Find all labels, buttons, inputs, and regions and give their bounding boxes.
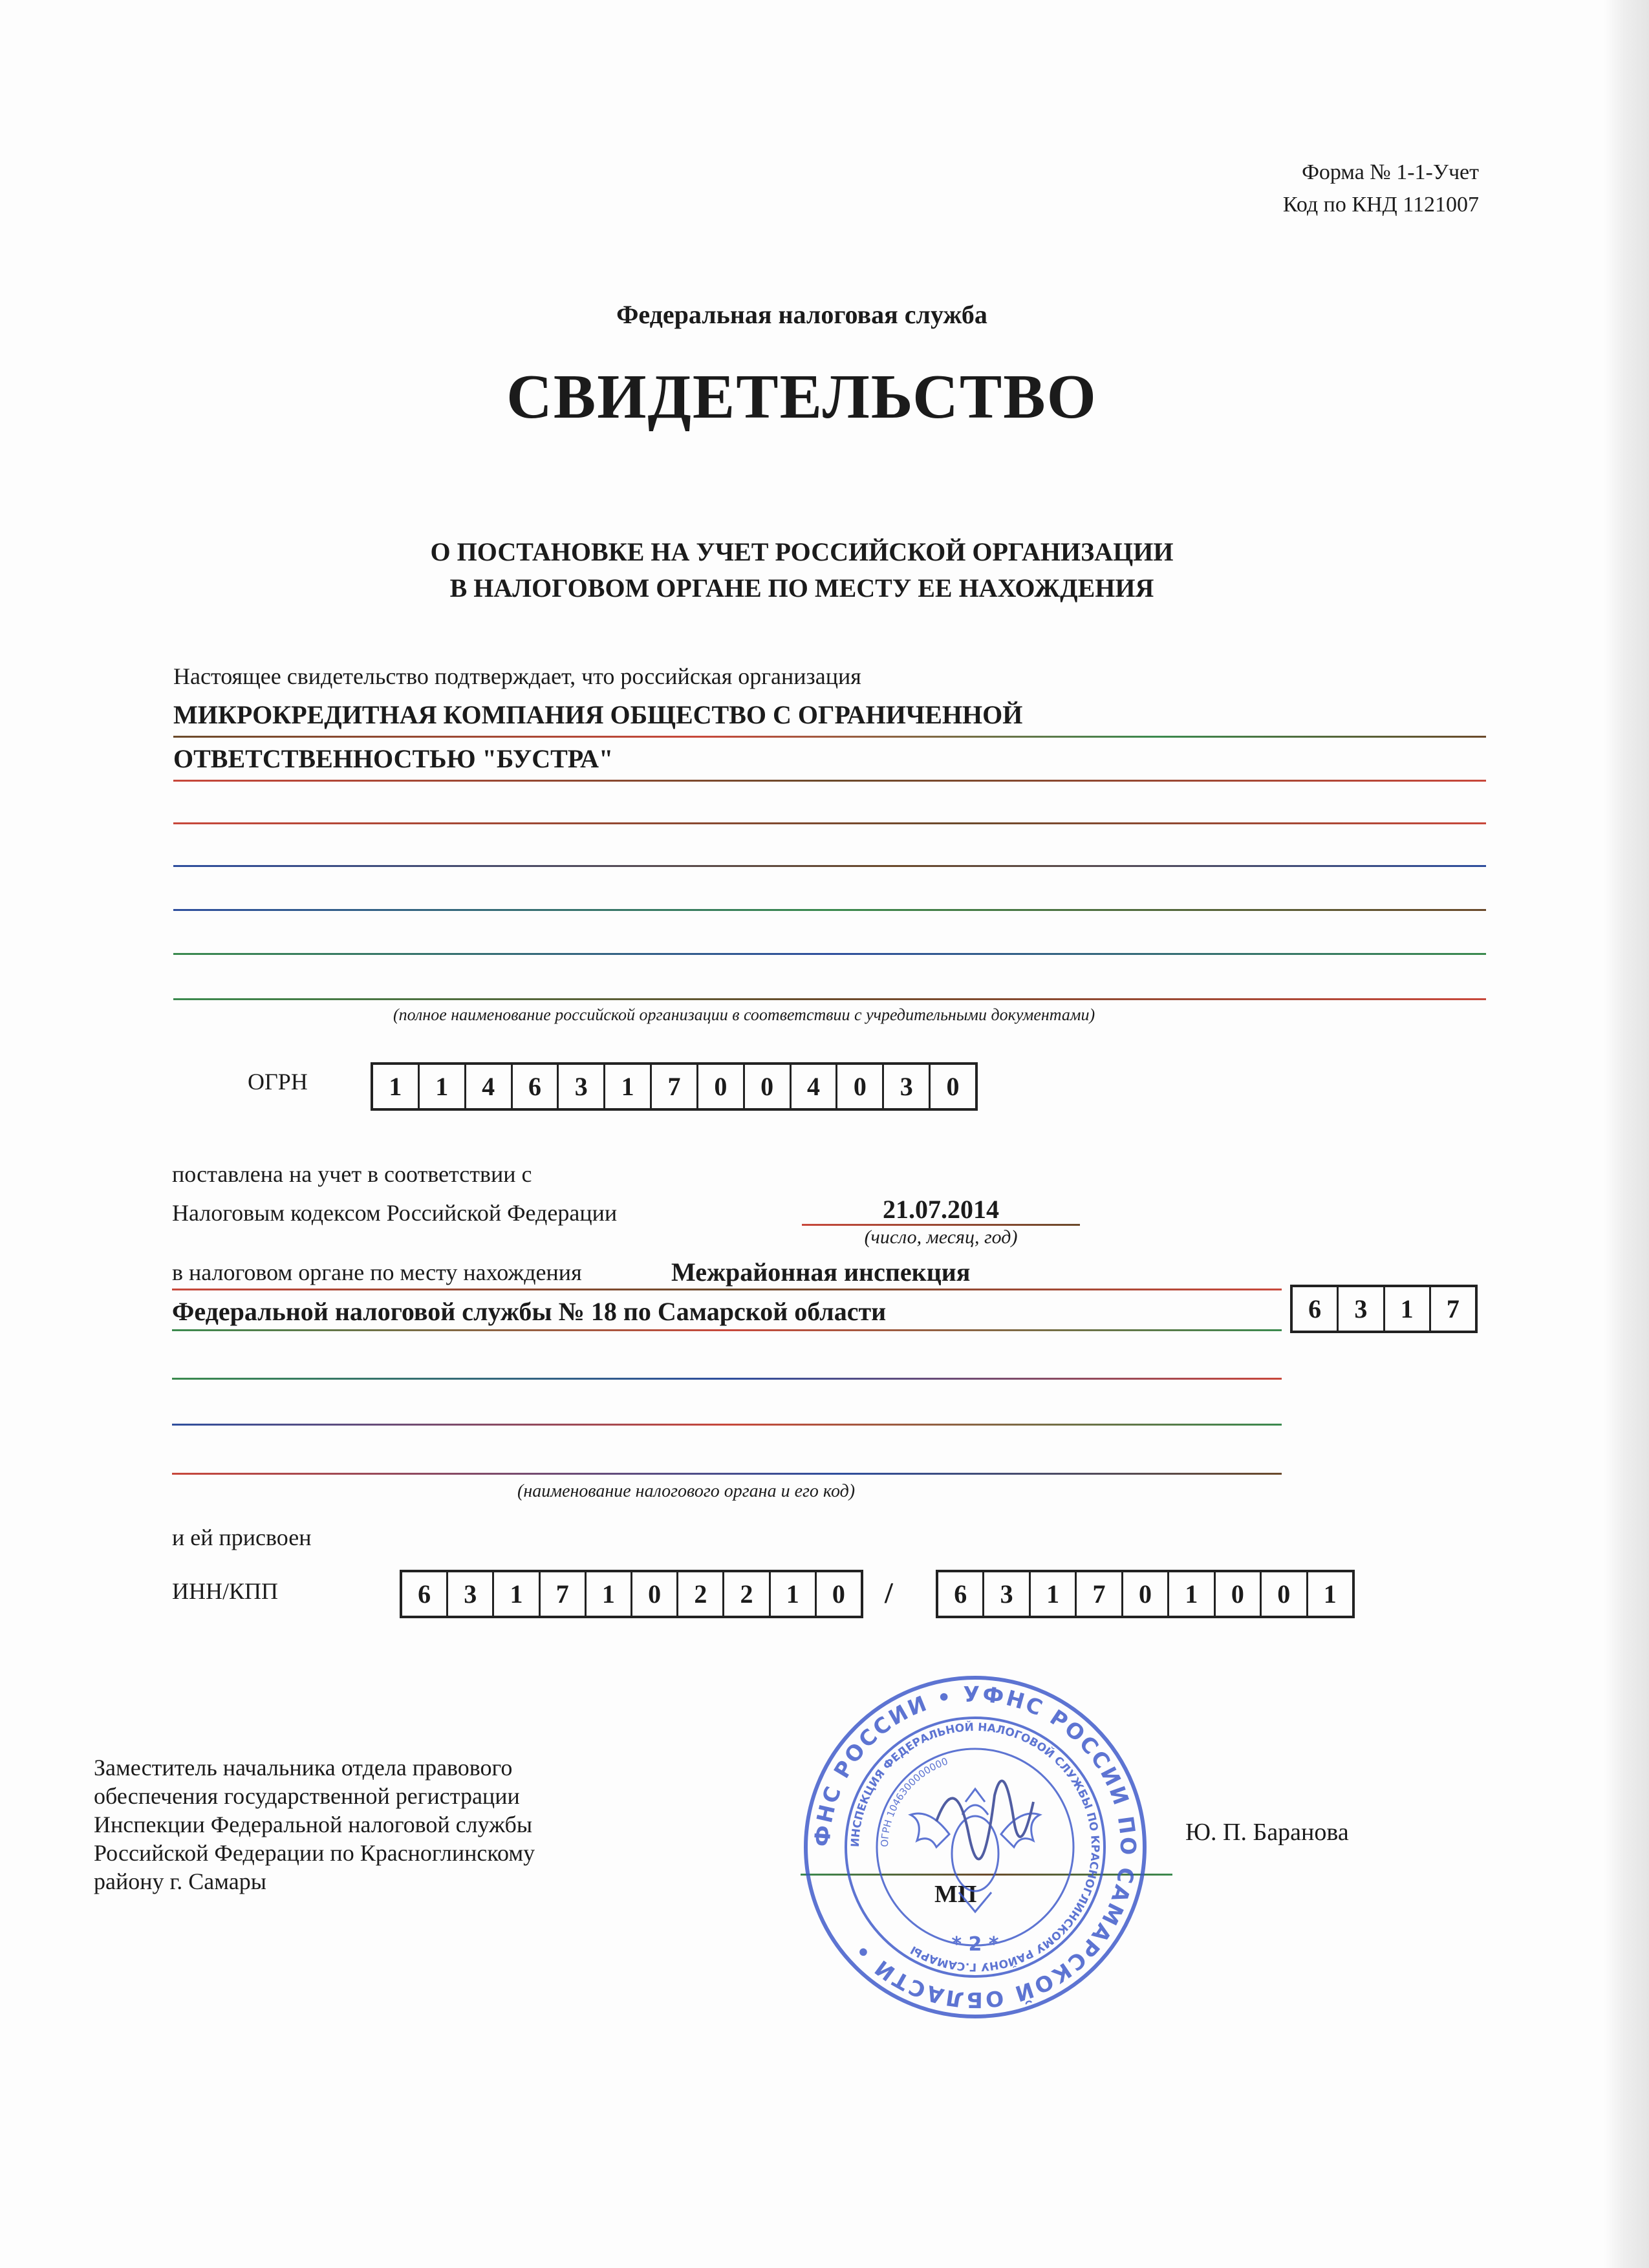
organization-caption: (полное наименование российской организации в соответствии с учредительными документами) xyxy=(393,1005,1095,1024)
scan-edge-shadow xyxy=(1604,0,1649,2268)
ogrn-digit-5: 3 xyxy=(559,1065,605,1108)
ogrn-digit-1: 1 xyxy=(373,1065,420,1108)
intro-text: Настоящее свидетельство подтверждает, что российская организация xyxy=(173,663,861,689)
tax-rule-1 xyxy=(172,1289,1282,1290)
kpp-boxes xyxy=(936,1570,1355,1618)
signatory-line-3: Инспекции Федеральной налоговой службы xyxy=(94,1812,533,1837)
tax-rule-2 xyxy=(172,1329,1282,1331)
inn-digit-10: 0 xyxy=(832,1579,845,1609)
ogrn-digit-9: 0 xyxy=(745,1065,792,1108)
inn-digit-3: 1 xyxy=(494,1572,540,1616)
inn-digit-5: 1 xyxy=(587,1572,632,1616)
ogrn-digit-4: 6 xyxy=(513,1065,559,1108)
registration-line-1: поставлена на учет в соответствии с xyxy=(172,1161,532,1187)
signatory-line-5: району г. Самары xyxy=(94,1868,266,1894)
kpp-digit-1: 6 xyxy=(938,1572,984,1616)
agency-name: Федеральная налоговая служба xyxy=(616,300,987,329)
organization-name-line-2: ОТВЕТСТВЕННОСТЬЮ "БУСТРА" xyxy=(173,744,614,773)
org-rule-7 xyxy=(173,998,1486,1000)
knd-code: Код по КНД 1121007 xyxy=(1282,193,1479,217)
ogrn-boxes xyxy=(371,1062,978,1111)
tax-code-digit-4: 7 xyxy=(1446,1294,1460,1323)
mp-label: МП xyxy=(934,1881,977,1908)
seal-inner-text: ИНСПЕКЦИЯ ФЕДЕРАЛЬНОЙ НАЛОГОВОЙ СЛУЖБЫ ПО КРАСНОГЛИНСКОМУ РАЙОНУ Г.САМАРЫ xyxy=(848,1720,1102,1974)
kpp-digit-6: 1 xyxy=(1169,1572,1215,1616)
inn-digit-9: 1 xyxy=(771,1572,817,1616)
ogrn-digit-11: 0 xyxy=(837,1065,884,1108)
tax-code-digit-1: 6 xyxy=(1293,1287,1339,1331)
kpp-digit-9: 1 xyxy=(1323,1579,1337,1609)
tax-code-digit-3: 1 xyxy=(1385,1287,1431,1331)
ogrn-digit-10: 4 xyxy=(792,1065,838,1108)
seal-outer-text: ФНС РОССИИ • УФНС РОССИИ ПО САМАРСКОЙ ОБЛАСТИ • xyxy=(809,1681,1141,2013)
ogrn-digit-2: 1 xyxy=(420,1065,466,1108)
tax-rule-3 xyxy=(172,1378,1282,1380)
org-rule-2 xyxy=(173,780,1486,782)
kpp-digit-3: 1 xyxy=(1031,1572,1077,1616)
ogrn-label: ОГРН xyxy=(248,1069,308,1095)
ogrn-digit-7: 7 xyxy=(652,1065,698,1108)
org-rule-4 xyxy=(173,865,1486,867)
org-rule-1 xyxy=(173,736,1486,738)
registration-line-2: Налоговым кодексом Российской Федерации xyxy=(172,1200,618,1226)
ogrn-digit-3: 4 xyxy=(466,1065,513,1108)
tax-authority-name-line-2: Федеральной налоговой службы № 18 по Самарской области xyxy=(172,1297,887,1326)
date-rule xyxy=(802,1224,1080,1226)
signatory-line-1: Заместитель начальника отдела правового xyxy=(94,1755,513,1781)
inn-digit-8: 2 xyxy=(724,1572,770,1616)
kpp-digit-7: 0 xyxy=(1216,1572,1262,1616)
tax-code-boxes xyxy=(1290,1285,1478,1333)
seal-number: * 2 * xyxy=(951,1933,999,1956)
page-title: СВИДЕТЕЛЬСТВО xyxy=(506,362,1097,432)
kpp-digit-8: 0 xyxy=(1262,1572,1308,1616)
signatory-line-4: Российской Федерации по Красноглинскому xyxy=(94,1840,535,1866)
tax-rule-5 xyxy=(172,1473,1282,1475)
tax-rule-4 xyxy=(172,1424,1282,1426)
ogrn-digit-13: 0 xyxy=(946,1072,960,1101)
official-seal xyxy=(801,1673,1150,2022)
seal-eagle-emblem xyxy=(911,1789,1040,1912)
ogrn-digit-6: 1 xyxy=(605,1065,652,1108)
subtitle-line-1: О ПОСТАНОВКЕ НА УЧЕТ РОССИЙСКОЙ ОРГАНИЗАЦИИ xyxy=(430,537,1174,566)
seal-ogrn-text: ОГРН 1046300000000 xyxy=(878,1755,950,1848)
org-rule-6 xyxy=(173,953,1486,955)
tax-authority-name-line-1: Межрайонная инспекция xyxy=(671,1257,971,1287)
inn-digit-1: 6 xyxy=(402,1572,448,1616)
inn-kpp-separator: / xyxy=(885,1576,893,1609)
subtitle-line-2: В НАЛОГОВОМ ОРГАНЕ ПО МЕСТУ ЕЕ НАХОЖДЕНИЯ xyxy=(449,573,1154,603)
form-number: Форма № 1-1-Учет xyxy=(1302,160,1479,184)
signatory-name: Ю. П. Баранова xyxy=(1185,1819,1349,1846)
organization-name-line-1: МИКРОКРЕДИТНАЯ КОМПАНИЯ ОБЩЕСТВО С ОГРАНИЧЕННОЙ xyxy=(173,700,1023,729)
inn-digit-2: 3 xyxy=(448,1572,494,1616)
tax-code-digit-2: 3 xyxy=(1339,1287,1385,1331)
assigned-text: и ей присвоен xyxy=(172,1524,312,1550)
kpp-digit-5: 0 xyxy=(1123,1572,1169,1616)
ogrn-digit-8: 0 xyxy=(698,1065,745,1108)
org-rule-3 xyxy=(173,822,1486,824)
kpp-digit-2: 3 xyxy=(984,1572,1030,1616)
date-caption: (число, месяц, год) xyxy=(864,1226,1018,1248)
inn-digit-6: 0 xyxy=(632,1572,678,1616)
kpp-digit-4: 7 xyxy=(1077,1572,1123,1616)
org-rule-5 xyxy=(173,909,1486,911)
tax-authority-label: в налоговом органе по месту нахождения xyxy=(172,1259,582,1285)
inn-digit-4: 7 xyxy=(541,1572,587,1616)
registration-date: 21.07.2014 xyxy=(883,1195,999,1224)
inn-kpp-label: ИНН/КПП xyxy=(172,1578,279,1604)
tax-authority-caption: (наименование налогового органа и его код) xyxy=(517,1481,856,1501)
inn-boxes xyxy=(400,1570,863,1618)
signatory-line-2: обеспечения государственной регистрации xyxy=(94,1783,520,1809)
inn-digit-7: 2 xyxy=(678,1572,724,1616)
ogrn-digit-12: 3 xyxy=(884,1065,931,1108)
